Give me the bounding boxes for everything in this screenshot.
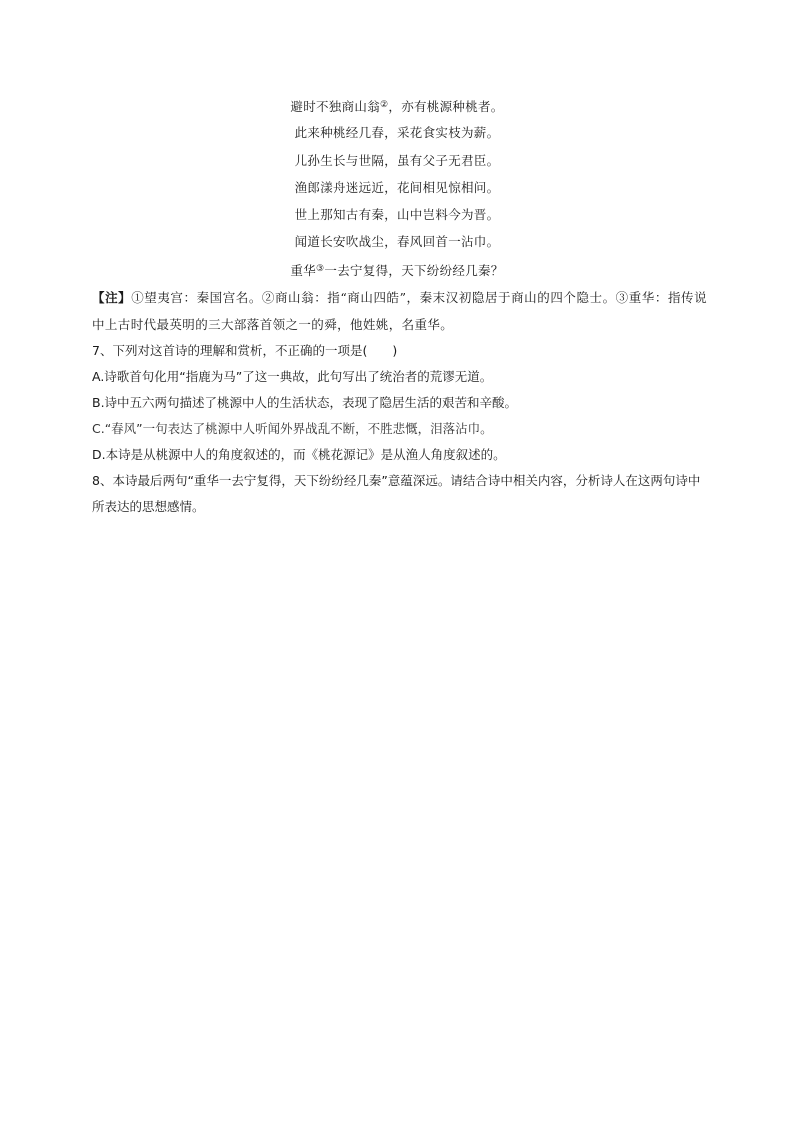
poem-line-6: 闻道长安吹战尘，春风回首一沾巾。 xyxy=(294,234,500,250)
poem-notes xyxy=(92,284,707,338)
note-label: 【注】 xyxy=(92,290,132,305)
question-7-option-b: B.诗中五六两句描述了桃源中人的生活状态，表现了隐居生活的艰苦和辛酸。 xyxy=(92,395,518,410)
poem-line-7: 重华③一去宁复得，天下纷纷经几秦？ xyxy=(290,262,504,278)
footnote-marker-3: ③ xyxy=(316,263,325,274)
poem-line-4: 渔郎漾舟迷远近，花间相见惊相问。 xyxy=(294,179,500,195)
question-7-option-a: A.诗歌首句化用“指鹿为马”了这一典故，此句写出了统治者的荒谬无道。 xyxy=(92,369,493,384)
poem-line-2: 此来种桃经几春，采花食实枝为薪。 xyxy=(294,125,500,141)
poem xyxy=(0,92,794,283)
question-7-stem: 7、下列对这首诗的理解和赏析，不正确的一项是( ) xyxy=(92,343,398,358)
footnote-marker-2: ② xyxy=(380,100,389,110)
poem-line-1: 避时不独商山翁②，亦有桃源种桃者。 xyxy=(290,99,504,114)
question-8: 8、本诗最后两句“重华一去宁复得，天下纷纷经几秦”意蕴深远。请结合诗中相关内容，分析诗人在这两句诗中所表达的思想感情。 xyxy=(92,473,701,514)
poem-line-5: 世上那知古有秦，山中岂料今为晋。 xyxy=(294,207,500,223)
questions xyxy=(92,338,707,520)
note-text: ①望夷宫：秦国宫名。②商山翁：指“商山四皓”，秦末汉初隐居于商山的四个隐士。③重华：指传说中上古时代最英明的三大部落首领之一的舜，他姓姚，名重华。 xyxy=(92,290,707,332)
poem-line-3: 儿孙生长与世隔，虽有父子无君臣。 xyxy=(294,152,500,168)
question-7-option-d: D.本诗是从桃源中人的角度叙述的，而《桃花源记》是从渔人角度叙述的。 xyxy=(92,447,506,462)
question-7-option-c: C.“春风”一句表达了桃源中人听闻外界战乱不断，不胜悲慨，泪落沾巾。 xyxy=(92,421,493,436)
